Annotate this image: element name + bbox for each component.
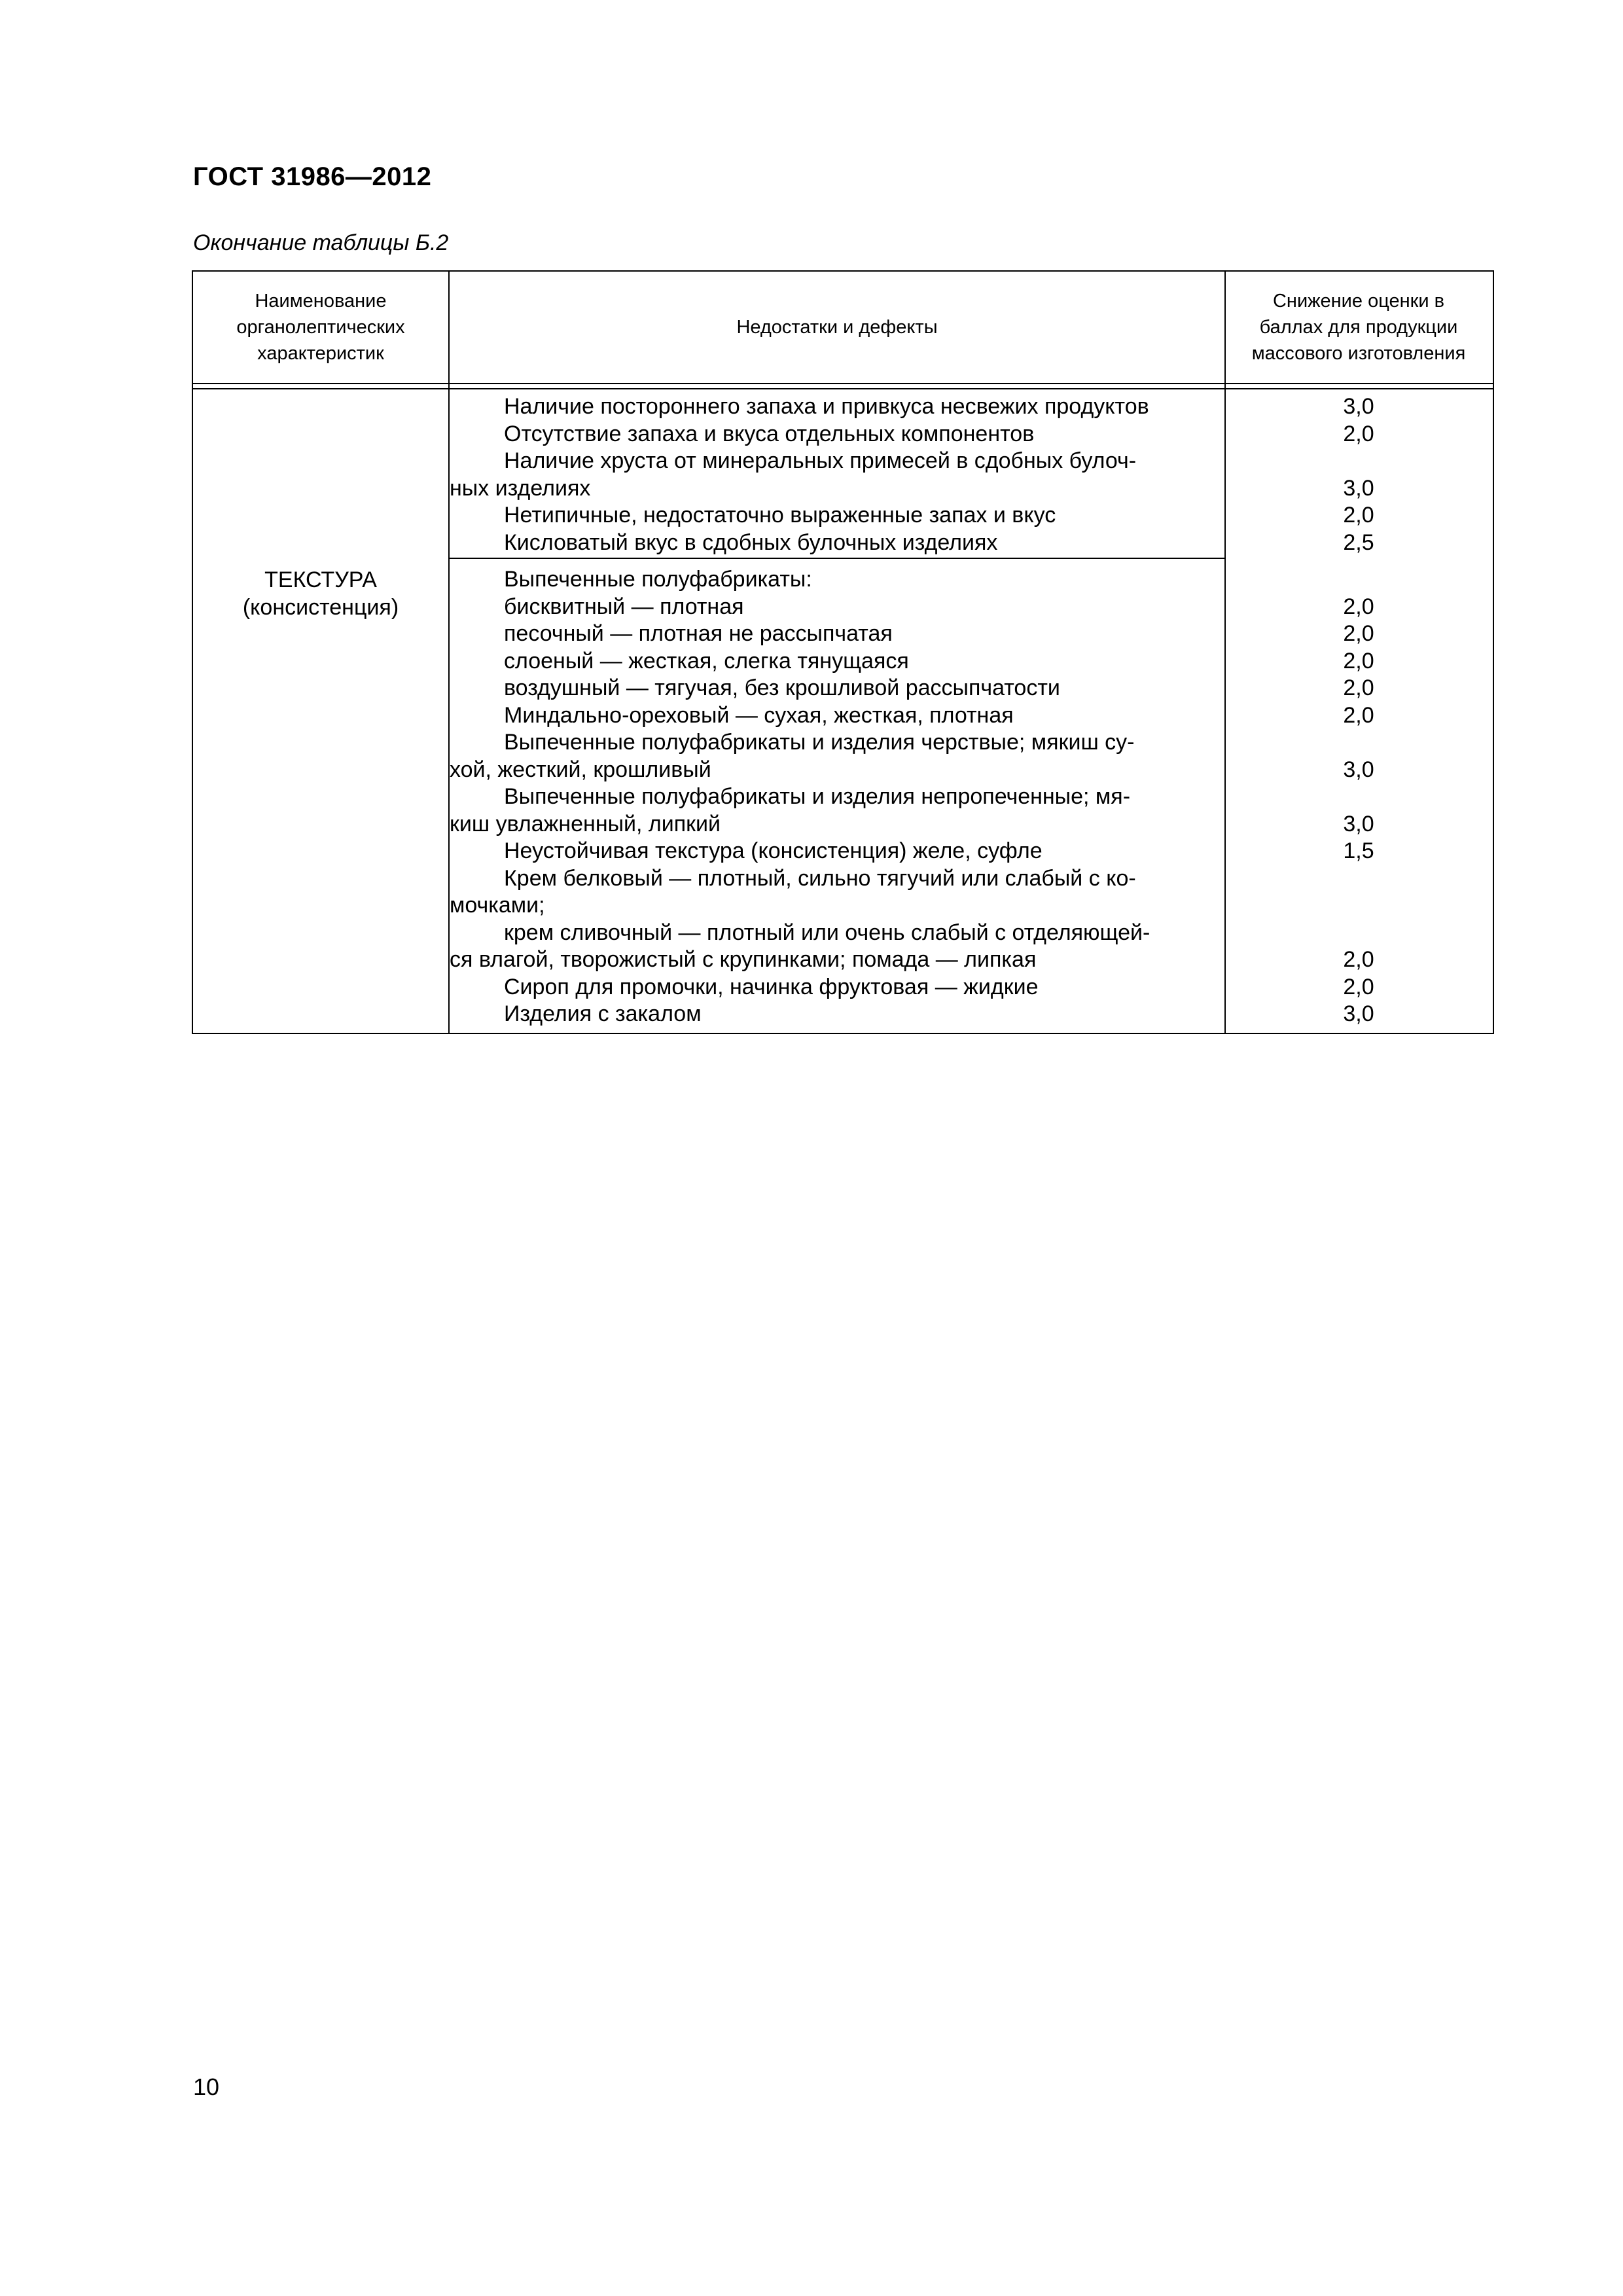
defect-line: Неустойчивая текстура (консистенция) желе, суфле — [504, 838, 1043, 863]
defects-table — [192, 270, 1494, 1034]
score-value: 3,0 — [1343, 1001, 1374, 1026]
defect-line: хой, жесткий, крошливый — [450, 757, 711, 782]
defect-line: воздушный — тягучая, без крошливой рассыпчатости — [504, 675, 1060, 700]
defect-line: Отсутствие запаха и вкуса отдельных компонентов — [504, 421, 1035, 446]
header-score: Снижение оценки в баллах для продукции массового изготовления — [1251, 291, 1466, 364]
standard-title: ГОСТ 31986—2012 — [193, 162, 432, 191]
defect-line: Нетипичные, недостаточно выраженные запах и вкус — [504, 503, 1056, 528]
characteristic-cell — [193, 566, 448, 621]
defects-group-2 — [450, 566, 1222, 1028]
scores-group-2 — [1226, 566, 1491, 1028]
defect-line: Выпеченные полуфабрикаты и изделия черствые; мякиш су- — [504, 730, 1135, 755]
defect-line: Выпеченные полуфабрикаты: — [504, 567, 812, 592]
defect-line: бисквитный — плотная — [504, 594, 744, 619]
score-value: 1,5 — [1343, 838, 1374, 863]
table-caption: Окончание таблицы Б.2 — [193, 230, 449, 255]
score-value: 2,0 — [1343, 594, 1374, 619]
score-value: 3,0 — [1343, 811, 1374, 836]
header-divider — [193, 383, 1493, 384]
score-value — [1226, 920, 1491, 947]
defect-line: киш увлажненный, липкий — [450, 811, 721, 836]
score-value — [1226, 865, 1491, 893]
score-value: 3,0 — [1343, 757, 1374, 782]
defect-line: мочками; — [450, 893, 545, 918]
header-characteristic: Наименование органолептических характеристик — [236, 291, 405, 364]
defect-line: песочный — плотная не рассыпчатая — [504, 621, 893, 646]
score-value: 2,0 — [1343, 947, 1374, 972]
defect-line: ных изделиях — [450, 475, 591, 501]
defect-line: Сироп для промочки, начинка фруктовая — жидкие — [504, 974, 1039, 999]
score-value: 2,0 — [1343, 974, 1374, 999]
score-value: 2,0 — [1343, 648, 1374, 673]
characteristic-name: ТЕКСТУРА — [264, 567, 377, 592]
score-value: 2,0 — [1343, 421, 1374, 446]
score-value — [1226, 783, 1491, 811]
defect-line: Изделия с закалом — [504, 1001, 702, 1026]
defect-line: ся влагой, творожистый с крупинками; помада — липкая — [450, 947, 1037, 972]
score-value — [1226, 729, 1491, 757]
defect-line: Наличие постороннего запаха и привкуса несвежих продуктов — [504, 394, 1149, 419]
group-divider — [448, 558, 1224, 559]
defect-line: Кисловатый вкус в сдобных булочных изделиях — [504, 529, 998, 555]
header-divider-double — [193, 388, 1493, 389]
score-value — [1226, 892, 1491, 920]
defects-group-1 — [450, 393, 1222, 556]
defect-line: слоеный — жесткая, слегка тянущаяся — [504, 648, 909, 673]
characteristic-subname: (консистенция) — [242, 595, 399, 620]
defect-line: Наличие хруста от минеральных примесей в сдобных булоч- — [504, 448, 1137, 473]
score-value: 2,5 — [1343, 529, 1374, 555]
score-value: 2,0 — [1343, 675, 1374, 700]
page-number: 10 — [193, 2073, 220, 2100]
defect-line: Миндально-ореховый — сухая, жесткая, плотная — [504, 702, 1014, 728]
defect-line: Крем белковый — плотный, сильно тягучий или слабый с ко- — [504, 865, 1136, 891]
score-value — [1226, 566, 1491, 594]
score-value: 2,0 — [1343, 702, 1374, 728]
header-defects: Недостатки и дефекты — [736, 317, 938, 338]
score-value: 3,0 — [1343, 475, 1374, 501]
defect-line: крем сливочный — плотный или очень слабый с отделяющей- — [504, 920, 1150, 945]
score-value — [1226, 448, 1491, 475]
defect-line: Выпеченные полуфабрикаты и изделия непропеченные; мя- — [504, 784, 1131, 809]
score-value: 3,0 — [1343, 394, 1374, 419]
scores-group-1 — [1226, 393, 1491, 556]
score-value: 2,0 — [1343, 503, 1374, 528]
score-value: 2,0 — [1343, 621, 1374, 646]
